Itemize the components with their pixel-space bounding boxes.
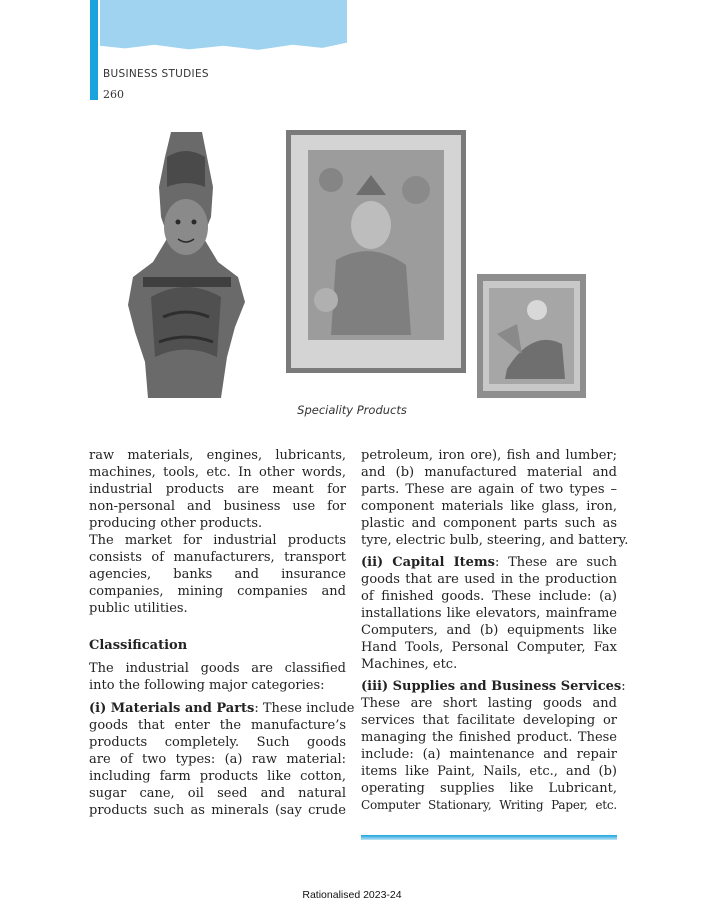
text-line: The market for industrial products [89, 533, 346, 548]
text-line: of finished goods. These include: (a) [361, 589, 617, 604]
text-line: public utilities. [89, 601, 188, 616]
text-line: The industrial goods are classified [89, 661, 346, 676]
text-line: parts. These are again of two types – [361, 482, 617, 497]
text-line: petroleum, iron ore), fish and lumber; [361, 448, 617, 463]
text-line: including farm products like cotton, [89, 769, 346, 784]
text-line: plastic and component parts such as [361, 516, 617, 531]
sidebar-accent-bar [90, 0, 98, 100]
text-line: include: (a) maintenance and repair [361, 747, 617, 762]
text-line: services that facilitate developing or [361, 713, 617, 728]
item-label: (iii) Supplies and Business Services [361, 679, 622, 694]
text-line: installations like elevators, mainframe [361, 606, 617, 621]
text-line: industrial products are meant for [89, 482, 346, 497]
section-heading: Classification [89, 638, 188, 653]
text-line: machines, tools, etc. In other words, [89, 465, 346, 480]
text-line: sugar cane, oil seed and natural [89, 786, 346, 801]
text-line: consists of manufacturers, transport [89, 550, 346, 565]
text-line: goods that are used in the production [361, 572, 617, 587]
text-line: into the following major categories: [89, 678, 325, 693]
supplies-and-services-item [361, 678, 626, 814]
page-number: 260 [103, 88, 124, 101]
right-paragraph-1 [361, 447, 629, 549]
running-head: BUSINESS STUDIES [103, 68, 209, 80]
text-line: tyre, electric bulb, steering, and battery. [361, 533, 629, 548]
footer-text: Rationalised 2023-24 [302, 889, 402, 901]
text-line: These are short lasting goods and [361, 696, 617, 711]
framed-painting-photo [286, 130, 466, 373]
text-line: non-personal and business use for [89, 499, 346, 514]
text-line: managing the finished product. These [361, 730, 617, 745]
text-line: products completely. Such goods [89, 735, 346, 750]
text-line: Computer Stationary, Writing Paper, etc. [361, 798, 617, 812]
text-line: items like Paint, Nails, etc., and (b) [361, 764, 617, 779]
text-line: Machines, etc. [361, 657, 458, 672]
text-line: (i) Materials and Parts: These include [89, 701, 355, 716]
text-line: component materials like glass, iron, [361, 499, 617, 514]
text-line: Hand Tools, Personal Computer, Fax [361, 640, 617, 655]
statue-photo [123, 127, 250, 398]
header-decoration [100, 0, 347, 52]
text-line: operating supplies like Lubricant, [361, 781, 617, 796]
text-line: (ii) Capital Items: These are such [361, 555, 618, 570]
right-column [361, 447, 629, 814]
item-label: (ii) Capital Items [361, 555, 496, 570]
text-line: producing other products. [89, 516, 263, 531]
materials-and-parts-item [89, 700, 355, 819]
left-paragraph-1 [89, 447, 346, 532]
text-line: and (b) manufactured material and [361, 465, 617, 480]
text-line: raw materials, engines, lubricants, [89, 448, 346, 463]
item-label: (i) Materials and Parts [89, 701, 255, 716]
text-line: agencies, banks and insurance [89, 567, 346, 582]
text-line: (iii) Supplies and Business Services: [361, 679, 626, 694]
capital-items-item [361, 554, 617, 673]
left-paragraph-2 [89, 532, 346, 617]
text-line: goods that enter the manufacture’s [89, 718, 346, 733]
text-line: products such as minerals (say crude [89, 803, 346, 818]
text-line: companies, mining companies and [89, 584, 346, 599]
left-paragraph-3 [89, 660, 346, 694]
text-line: are of two types: (a) raw material: [89, 752, 346, 767]
left-column [89, 447, 355, 819]
text-line: Computers, and (b) equipments like [361, 623, 617, 638]
small-painting-photo [477, 274, 586, 398]
figure-caption: Speciality Products [297, 403, 407, 417]
bottom-rule [361, 835, 617, 840]
